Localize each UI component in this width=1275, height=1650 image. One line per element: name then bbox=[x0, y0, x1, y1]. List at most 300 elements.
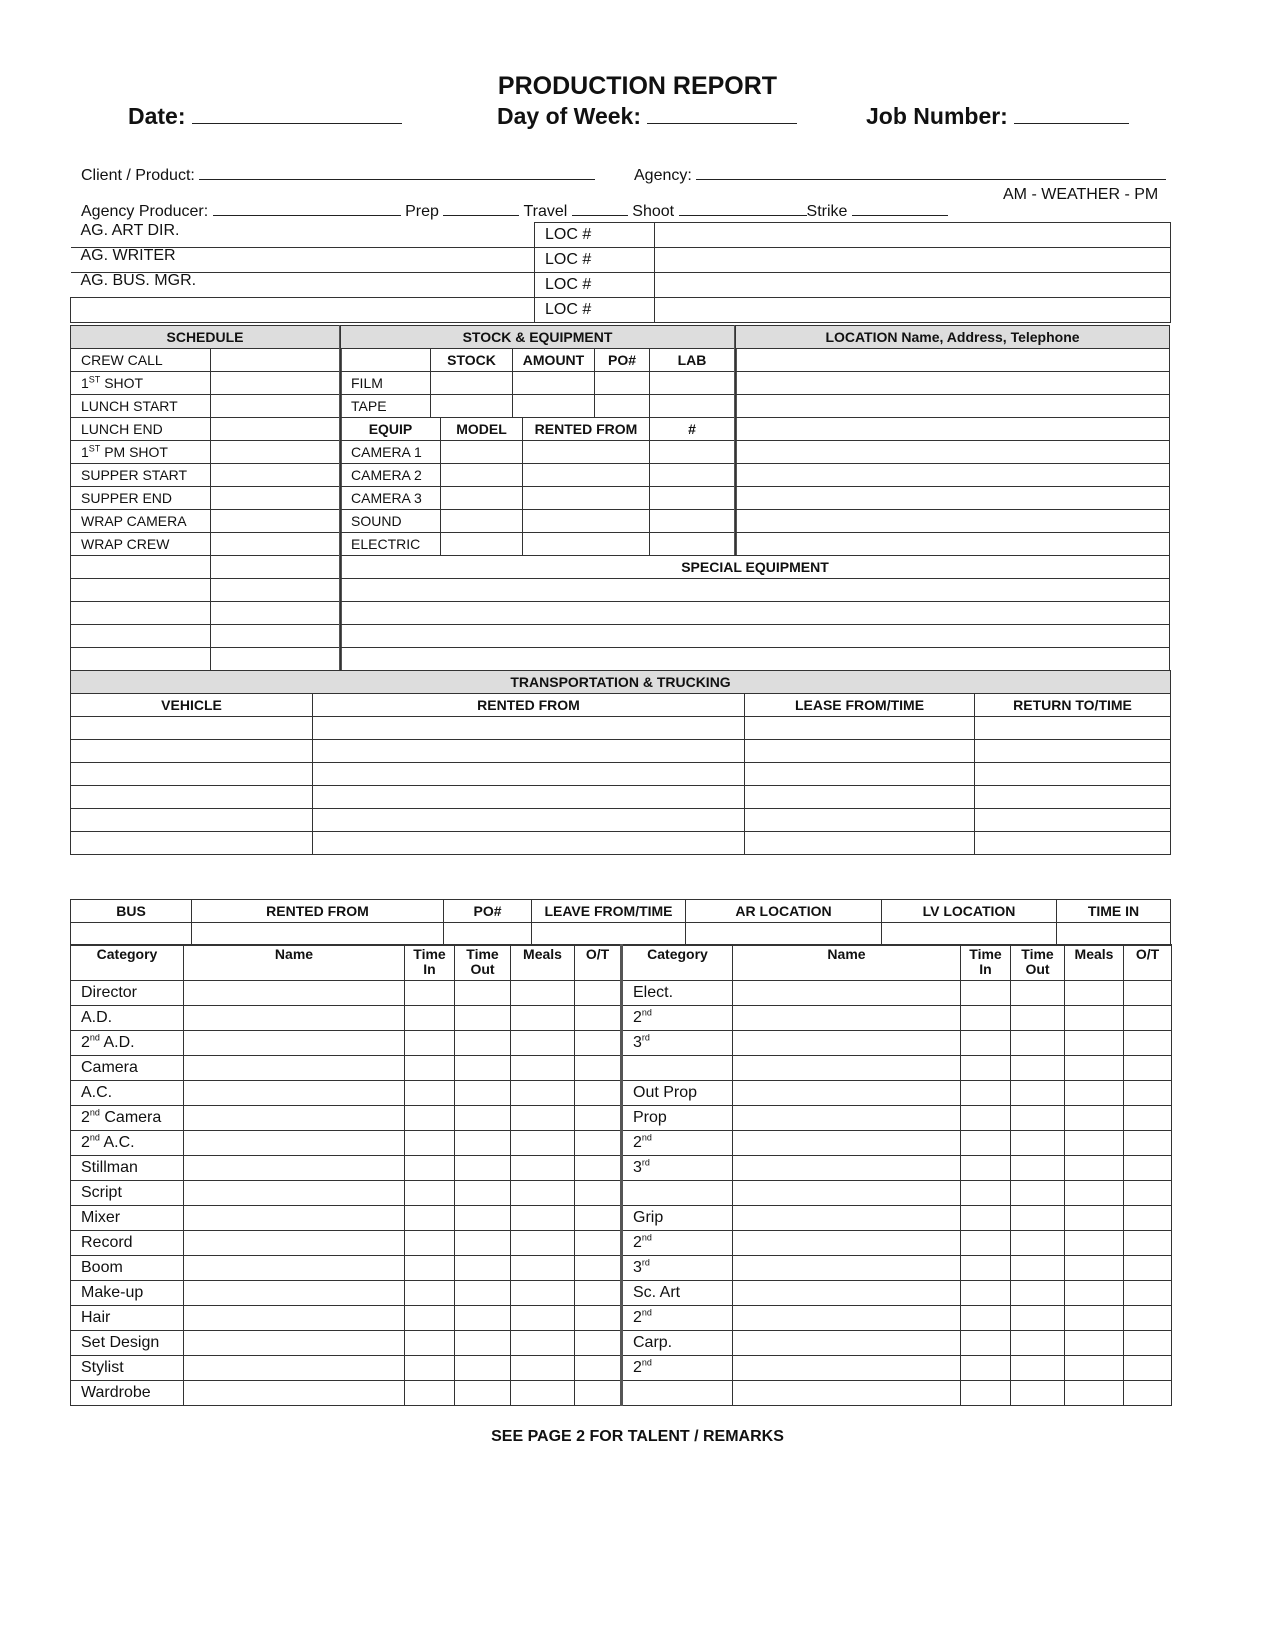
schedule-time-cell[interactable] bbox=[211, 556, 341, 579]
crew-entry-cell[interactable] bbox=[511, 1131, 575, 1156]
crew-entry-cell[interactable] bbox=[455, 1356, 511, 1381]
crew-entry-cell[interactable] bbox=[1065, 1281, 1124, 1306]
equip-cell[interactable] bbox=[523, 441, 650, 464]
crew-entry-cell[interactable] bbox=[1124, 1006, 1172, 1031]
crew-table-right bbox=[620, 944, 1172, 1406]
vehicle-cell[interactable] bbox=[745, 740, 975, 763]
crew-entry-cell[interactable] bbox=[733, 1006, 961, 1031]
crew-entry-cell[interactable] bbox=[733, 1281, 961, 1306]
category-header: Category bbox=[622, 945, 733, 981]
crew-entry-cell[interactable] bbox=[405, 1331, 455, 1356]
bus-cell[interactable] bbox=[686, 923, 882, 946]
crew-entry-cell[interactable] bbox=[405, 1056, 455, 1081]
crew-entry-cell[interactable] bbox=[733, 1331, 961, 1356]
equip-cell[interactable] bbox=[523, 510, 650, 533]
crew-entry-cell[interactable] bbox=[733, 1081, 961, 1106]
loc-label: LOC # bbox=[535, 223, 655, 248]
crew-entry-cell[interactable] bbox=[575, 1381, 621, 1406]
crew-entry-cell[interactable] bbox=[575, 1056, 621, 1081]
special-equipment-line[interactable] bbox=[341, 625, 1170, 648]
equip-cell[interactable] bbox=[650, 533, 736, 556]
crew-entry-cell[interactable] bbox=[733, 1306, 961, 1331]
loc-label: LOC # bbox=[535, 298, 655, 323]
crew-entry-cell[interactable] bbox=[961, 1281, 1011, 1306]
schedule-time-cell[interactable] bbox=[211, 464, 341, 487]
schedule-time-cell[interactable] bbox=[211, 648, 341, 671]
crew-row bbox=[622, 1256, 1172, 1281]
schedule-time-cell[interactable] bbox=[211, 395, 341, 418]
crew-entry-cell[interactable] bbox=[1065, 1306, 1124, 1331]
crew-entry-cell[interactable] bbox=[961, 1131, 1011, 1156]
date-field[interactable] bbox=[128, 103, 402, 130]
vehicle-cell[interactable] bbox=[745, 763, 975, 786]
crew-entry-cell[interactable] bbox=[961, 1356, 1011, 1381]
vehicle-cell[interactable] bbox=[71, 809, 313, 832]
crew-entry-cell[interactable] bbox=[1011, 1106, 1065, 1131]
crew-entry-cell[interactable] bbox=[405, 1131, 455, 1156]
leave-from-header: LEAVE FROM/TIME bbox=[532, 900, 686, 923]
job-number-label: Job Number: bbox=[866, 103, 1008, 129]
vehicle-cell[interactable] bbox=[71, 832, 313, 855]
crew-entry-cell[interactable] bbox=[1065, 1181, 1124, 1206]
crew-entry-cell[interactable] bbox=[1065, 1356, 1124, 1381]
crew-entry-cell[interactable] bbox=[1065, 1331, 1124, 1356]
bus-cell[interactable] bbox=[192, 923, 444, 946]
crew-entry-cell[interactable] bbox=[1011, 1081, 1065, 1106]
crew-entry-cell[interactable] bbox=[455, 1381, 511, 1406]
crew-entry-cell[interactable] bbox=[184, 1256, 405, 1281]
crew-entry-cell[interactable] bbox=[575, 1181, 621, 1206]
location-line[interactable] bbox=[736, 372, 1170, 395]
crew-entry-cell[interactable] bbox=[1065, 1031, 1124, 1056]
crew-entry-cell[interactable] bbox=[405, 1256, 455, 1281]
crew-entry-cell[interactable] bbox=[1124, 1306, 1172, 1331]
crew-entry-cell[interactable] bbox=[511, 1156, 575, 1181]
special-equipment-line[interactable] bbox=[341, 602, 1170, 625]
equip-cell[interactable] bbox=[650, 441, 736, 464]
meals-header: Meals bbox=[511, 945, 575, 981]
crew-entry-cell[interactable] bbox=[961, 981, 1011, 1006]
crew-entry-cell[interactable] bbox=[1124, 1356, 1172, 1381]
crew-entry-cell[interactable] bbox=[184, 1081, 405, 1106]
vehicle-cell[interactable] bbox=[313, 786, 745, 809]
crew-entry-cell[interactable] bbox=[511, 1056, 575, 1081]
crew-entry-cell[interactable] bbox=[184, 1306, 405, 1331]
schedule-time-cell[interactable] bbox=[211, 349, 341, 372]
crew-entry-cell[interactable] bbox=[405, 1081, 455, 1106]
crew-entry-cell[interactable] bbox=[1011, 1331, 1065, 1356]
crew-entry-cell[interactable] bbox=[184, 1331, 405, 1356]
crew-entry-cell[interactable] bbox=[1124, 1231, 1172, 1256]
crew-entry-cell[interactable] bbox=[1011, 981, 1065, 1006]
crew-entry-cell[interactable] bbox=[1065, 1231, 1124, 1256]
equip-cell[interactable] bbox=[650, 510, 736, 533]
vehicle-cell[interactable] bbox=[313, 832, 745, 855]
crew-entry-cell[interactable] bbox=[575, 1131, 621, 1156]
crew-entry-cell[interactable] bbox=[405, 1306, 455, 1331]
schedule-blank[interactable] bbox=[71, 556, 211, 579]
crew-entry-cell[interactable] bbox=[961, 1156, 1011, 1181]
crew-entry-cell[interactable] bbox=[455, 1031, 511, 1056]
crew-row bbox=[71, 1181, 621, 1206]
crew-entry-cell[interactable] bbox=[184, 1206, 405, 1231]
crew-entry-cell[interactable] bbox=[1065, 1156, 1124, 1181]
crew-entry-cell[interactable] bbox=[184, 1056, 405, 1081]
crew-category: Make-up bbox=[71, 1281, 184, 1306]
crew-entry-cell[interactable] bbox=[961, 1181, 1011, 1206]
crew-entry-cell[interactable] bbox=[1011, 1206, 1065, 1231]
crew-entry-cell[interactable] bbox=[184, 1231, 405, 1256]
client-product-field[interactable] bbox=[81, 167, 595, 185]
crew-entry-cell[interactable] bbox=[1124, 1331, 1172, 1356]
schedule-blank[interactable] bbox=[71, 579, 211, 602]
crew-entry-cell[interactable] bbox=[405, 1206, 455, 1231]
crew-entry-cell[interactable] bbox=[405, 1381, 455, 1406]
vehicle-cell[interactable] bbox=[975, 763, 1171, 786]
agency-field[interactable] bbox=[634, 167, 1166, 185]
crew-entry-cell[interactable] bbox=[455, 1006, 511, 1031]
equip-cell[interactable] bbox=[441, 487, 523, 510]
crew-entry-cell[interactable] bbox=[1124, 1131, 1172, 1156]
crew-entry-cell[interactable] bbox=[575, 1156, 621, 1181]
crew-entry-cell[interactable] bbox=[575, 1256, 621, 1281]
equip-cell[interactable] bbox=[523, 533, 650, 556]
crew-entry-cell[interactable] bbox=[511, 1381, 575, 1406]
vehicle-cell[interactable] bbox=[975, 740, 1171, 763]
crew-entry-cell[interactable] bbox=[511, 981, 575, 1006]
crew-entry-cell[interactable] bbox=[961, 1381, 1011, 1406]
crew-row bbox=[622, 1356, 1172, 1381]
crew-entry-cell[interactable] bbox=[733, 1056, 961, 1081]
crew-entry-cell[interactable] bbox=[184, 1356, 405, 1381]
crew-entry-cell[interactable] bbox=[1124, 1256, 1172, 1281]
stock-cell[interactable] bbox=[431, 395, 513, 418]
crew-entry-cell[interactable] bbox=[455, 1306, 511, 1331]
crew-entry-cell[interactable] bbox=[511, 1181, 575, 1206]
schedule-time-cell[interactable] bbox=[211, 441, 341, 464]
crew-entry-cell[interactable] bbox=[1065, 1206, 1124, 1231]
crew-entry-cell[interactable] bbox=[733, 1181, 961, 1206]
crew-entry-cell[interactable] bbox=[455, 1106, 511, 1131]
crew-entry-cell[interactable] bbox=[1124, 1156, 1172, 1181]
crew-entry-cell[interactable] bbox=[575, 1306, 621, 1331]
equip-cell[interactable] bbox=[441, 464, 523, 487]
location-line[interactable] bbox=[736, 441, 1170, 464]
crew-entry-cell[interactable] bbox=[405, 1106, 455, 1131]
vehicle-cell[interactable] bbox=[313, 717, 745, 740]
crew-entry-cell[interactable] bbox=[1124, 1381, 1172, 1406]
crew-entry-cell[interactable] bbox=[455, 1231, 511, 1256]
weather-cell[interactable] bbox=[655, 223, 1171, 248]
crew-entry-cell[interactable] bbox=[575, 981, 621, 1006]
crew-entry-cell[interactable] bbox=[1011, 1031, 1065, 1056]
crew-entry-cell[interactable] bbox=[1011, 1231, 1065, 1256]
crew-entry-cell[interactable] bbox=[511, 1031, 575, 1056]
vehicle-cell[interactable] bbox=[71, 786, 313, 809]
crew-entry-cell[interactable] bbox=[511, 1106, 575, 1131]
crew-entry-cell[interactable] bbox=[1011, 1356, 1065, 1381]
crew-entry-cell[interactable] bbox=[1065, 981, 1124, 1006]
producer-row[interactable] bbox=[81, 203, 948, 221]
location-line[interactable] bbox=[736, 510, 1170, 533]
crew-entry-cell[interactable] bbox=[1011, 1131, 1065, 1156]
weather-cell[interactable] bbox=[655, 273, 1171, 298]
crew-entry-cell[interactable] bbox=[575, 1206, 621, 1231]
vehicle-cell[interactable] bbox=[975, 832, 1171, 855]
crew-category: Set Design bbox=[71, 1331, 184, 1356]
crew-entry-cell[interactable] bbox=[733, 1356, 961, 1381]
vehicle-cell[interactable] bbox=[313, 809, 745, 832]
equip-cell[interactable] bbox=[523, 464, 650, 487]
crew-entry-cell[interactable] bbox=[575, 1331, 621, 1356]
rented-from-header: RENTED FROM bbox=[523, 418, 650, 441]
stock-cell[interactable] bbox=[650, 372, 736, 395]
crew-entry-cell[interactable] bbox=[961, 1231, 1011, 1256]
crew-entry-cell[interactable] bbox=[184, 1281, 405, 1306]
crew-entry-cell[interactable] bbox=[733, 1381, 961, 1406]
crew-entry-cell[interactable] bbox=[961, 1006, 1011, 1031]
schedule-time-cell[interactable] bbox=[211, 510, 341, 533]
schedule-time-cell[interactable] bbox=[211, 602, 341, 625]
crew-entry-cell[interactable] bbox=[511, 1081, 575, 1106]
travel-label: Travel bbox=[523, 203, 568, 220]
crew-entry-cell[interactable] bbox=[405, 1231, 455, 1256]
crew-entry-cell[interactable] bbox=[455, 1256, 511, 1281]
crew-entry-cell[interactable] bbox=[405, 1281, 455, 1306]
bus-cell[interactable] bbox=[444, 923, 532, 946]
crew-entry-cell[interactable] bbox=[405, 1181, 455, 1206]
equip-cell[interactable] bbox=[523, 487, 650, 510]
crew-entry-cell[interactable] bbox=[1124, 1181, 1172, 1206]
weather-cell[interactable] bbox=[655, 298, 1171, 323]
crew-entry-cell[interactable] bbox=[961, 1306, 1011, 1331]
schedule-time-cell[interactable] bbox=[211, 372, 341, 395]
location-line[interactable] bbox=[736, 487, 1170, 510]
equip-cell[interactable] bbox=[441, 441, 523, 464]
crew-entry-cell[interactable] bbox=[511, 1306, 575, 1331]
crew-row bbox=[622, 1206, 1172, 1231]
crew-entry-cell[interactable] bbox=[575, 1356, 621, 1381]
location-line[interactable] bbox=[736, 349, 1170, 372]
crew-entry-cell[interactable] bbox=[961, 1256, 1011, 1281]
special-equipment-table bbox=[340, 555, 1170, 671]
crew-entry-cell[interactable] bbox=[1065, 1256, 1124, 1281]
crew-entry-cell[interactable] bbox=[511, 1006, 575, 1031]
crew-entry-cell[interactable] bbox=[455, 1181, 511, 1206]
crew-entry-cell[interactable] bbox=[1124, 1281, 1172, 1306]
stock-cell[interactable] bbox=[595, 372, 650, 395]
vehicle-cell[interactable] bbox=[71, 740, 313, 763]
crew-entry-cell[interactable] bbox=[733, 1256, 961, 1281]
crew-category: 2nd bbox=[622, 1356, 733, 1381]
weather-cell[interactable] bbox=[655, 248, 1171, 273]
crew-entry-cell[interactable] bbox=[1011, 1056, 1065, 1081]
day-of-week-field[interactable] bbox=[497, 103, 797, 130]
crew-entry-cell[interactable] bbox=[184, 1381, 405, 1406]
crew-entry-cell[interactable] bbox=[511, 1281, 575, 1306]
crew-row bbox=[622, 1156, 1172, 1181]
vehicle-cell[interactable] bbox=[745, 786, 975, 809]
day-of-week-line bbox=[647, 122, 797, 124]
special-equipment-line[interactable] bbox=[341, 579, 1170, 602]
schedule-blank[interactable] bbox=[71, 648, 211, 671]
crew-entry-cell[interactable] bbox=[455, 1206, 511, 1231]
location-line[interactable] bbox=[736, 418, 1170, 441]
crew-entry-cell[interactable] bbox=[455, 1281, 511, 1306]
crew-entry-cell[interactable] bbox=[1011, 1181, 1065, 1206]
crew-entry-cell[interactable] bbox=[184, 1031, 405, 1056]
crew-entry-cell[interactable] bbox=[1011, 1306, 1065, 1331]
stock-cell[interactable] bbox=[595, 395, 650, 418]
crew-entry-cell[interactable] bbox=[961, 1106, 1011, 1131]
crew-entry-cell[interactable] bbox=[961, 1056, 1011, 1081]
schedule-item: WRAP CAMERA bbox=[71, 510, 211, 533]
crew-entry-cell[interactable] bbox=[1065, 1006, 1124, 1031]
schedule-time-cell[interactable] bbox=[211, 625, 341, 648]
vehicle-cell[interactable] bbox=[975, 786, 1171, 809]
crew-entry-cell[interactable] bbox=[961, 1031, 1011, 1056]
crew-entry-cell[interactable] bbox=[455, 1056, 511, 1081]
crew-entry-cell[interactable] bbox=[1124, 1031, 1172, 1056]
location-title: LOCATION Name, Address, Telephone bbox=[736, 326, 1170, 349]
schedule-item: 1ST SHOT bbox=[71, 372, 211, 395]
crew-entry-cell[interactable] bbox=[1065, 1381, 1124, 1406]
crew-entry-cell[interactable] bbox=[1124, 1056, 1172, 1081]
crew-entry-cell[interactable] bbox=[184, 1106, 405, 1131]
stock-cell[interactable] bbox=[431, 372, 513, 395]
crew-entry-cell[interactable] bbox=[1124, 981, 1172, 1006]
equip-cell[interactable] bbox=[650, 487, 736, 510]
crew-entry-cell[interactable] bbox=[575, 1006, 621, 1031]
crew-entry-cell[interactable] bbox=[455, 1131, 511, 1156]
crew-entry-cell[interactable] bbox=[733, 981, 961, 1006]
vehicle-cell[interactable] bbox=[313, 763, 745, 786]
crew-entry-cell[interactable] bbox=[575, 1081, 621, 1106]
crew-entry-cell[interactable] bbox=[575, 1031, 621, 1056]
transport-table bbox=[70, 670, 1171, 855]
location-line[interactable] bbox=[736, 395, 1170, 418]
schedule-time-cell[interactable] bbox=[211, 533, 341, 556]
crew-entry-cell[interactable] bbox=[184, 1006, 405, 1031]
crew-entry-cell[interactable] bbox=[1011, 1281, 1065, 1306]
crew-entry-cell[interactable] bbox=[455, 981, 511, 1006]
crew-entry-cell[interactable] bbox=[405, 1356, 455, 1381]
agency-row-label: AG. WRITER bbox=[71, 248, 535, 273]
crew-entry-cell[interactable] bbox=[184, 1131, 405, 1156]
crew-entry-cell[interactable] bbox=[961, 1331, 1011, 1356]
schedule-blank[interactable] bbox=[71, 625, 211, 648]
crew-entry-cell[interactable] bbox=[1011, 1156, 1065, 1181]
special-equipment-line[interactable] bbox=[341, 648, 1170, 671]
vehicle-cell[interactable] bbox=[745, 809, 975, 832]
schedule-time-cell[interactable] bbox=[211, 418, 341, 441]
crew-entry-cell[interactable] bbox=[455, 1331, 511, 1356]
stock-cell[interactable] bbox=[513, 395, 595, 418]
crew-entry-cell[interactable] bbox=[1124, 1206, 1172, 1231]
crew-entry-cell[interactable] bbox=[184, 1156, 405, 1181]
crew-entry-cell[interactable] bbox=[184, 1181, 405, 1206]
crew-entry-cell[interactable] bbox=[733, 1031, 961, 1056]
crew-entry-cell[interactable] bbox=[405, 1031, 455, 1056]
crew-entry-cell[interactable] bbox=[184, 981, 405, 1006]
crew-entry-cell[interactable] bbox=[511, 1256, 575, 1281]
crew-entry-cell[interactable] bbox=[405, 1156, 455, 1181]
equip-cell[interactable] bbox=[441, 510, 523, 533]
schedule-time-cell[interactable] bbox=[211, 487, 341, 510]
stock-cell[interactable] bbox=[513, 372, 595, 395]
vehicle-cell[interactable] bbox=[975, 717, 1171, 740]
crew-entry-cell[interactable] bbox=[733, 1156, 961, 1181]
travel-line bbox=[572, 214, 628, 216]
schedule-time-cell[interactable] bbox=[211, 579, 341, 602]
bus-cell[interactable] bbox=[532, 923, 686, 946]
crew-entry-cell[interactable] bbox=[455, 1156, 511, 1181]
vehicle-cell[interactable] bbox=[975, 809, 1171, 832]
equip-cell[interactable] bbox=[650, 464, 736, 487]
crew-entry-cell[interactable] bbox=[1011, 1006, 1065, 1031]
crew-category: Camera bbox=[71, 1056, 184, 1081]
agency-producer-label: Agency Producer: bbox=[81, 203, 209, 220]
crew-row bbox=[71, 1331, 621, 1356]
prep-label: Prep bbox=[405, 203, 439, 220]
equip-row-label: CAMERA 2 bbox=[341, 464, 441, 487]
crew-entry-cell[interactable] bbox=[511, 1356, 575, 1381]
crew-entry-cell[interactable] bbox=[1124, 1081, 1172, 1106]
crew-entry-cell[interactable] bbox=[733, 1231, 961, 1256]
vehicle-cell[interactable] bbox=[71, 717, 313, 740]
crew-category: Elect. bbox=[622, 981, 733, 1006]
crew-entry-cell[interactable] bbox=[1011, 1381, 1065, 1406]
vehicle-cell[interactable] bbox=[313, 740, 745, 763]
crew-entry-cell[interactable] bbox=[511, 1331, 575, 1356]
stock-cell[interactable] bbox=[650, 395, 736, 418]
crew-entry-cell[interactable] bbox=[733, 1106, 961, 1131]
crew-category: 3rd bbox=[622, 1031, 733, 1056]
crew-category: Out Prop bbox=[622, 1081, 733, 1106]
crew-entry-cell[interactable] bbox=[961, 1206, 1011, 1231]
crew-entry-cell[interactable] bbox=[733, 1131, 961, 1156]
crew-entry-cell[interactable] bbox=[455, 1081, 511, 1106]
crew-entry-cell[interactable] bbox=[1124, 1106, 1172, 1131]
crew-entry-cell[interactable] bbox=[575, 1231, 621, 1256]
vehicle-cell[interactable] bbox=[745, 717, 975, 740]
equip-cell[interactable] bbox=[441, 533, 523, 556]
crew-entry-cell[interactable] bbox=[511, 1206, 575, 1231]
crew-entry-cell[interactable] bbox=[1065, 1056, 1124, 1081]
bus-cell[interactable] bbox=[1057, 923, 1171, 946]
bus-cell[interactable] bbox=[882, 923, 1057, 946]
crew-entry-cell[interactable] bbox=[575, 1281, 621, 1306]
schedule-blank[interactable] bbox=[71, 602, 211, 625]
crew-entry-cell[interactable] bbox=[1065, 1081, 1124, 1106]
crew-category: 2nd A.C. bbox=[71, 1131, 184, 1156]
crew-entry-cell[interactable] bbox=[1065, 1106, 1124, 1131]
vehicle-cell[interactable] bbox=[745, 832, 975, 855]
crew-entry-cell[interactable] bbox=[733, 1206, 961, 1231]
location-line[interactable] bbox=[736, 533, 1170, 556]
job-number-field[interactable] bbox=[866, 103, 1129, 130]
crew-entry-cell[interactable] bbox=[961, 1081, 1011, 1106]
crew-entry-cell[interactable] bbox=[511, 1231, 575, 1256]
crew-entry-cell[interactable] bbox=[1011, 1256, 1065, 1281]
bus-cell[interactable] bbox=[71, 923, 192, 946]
crew-entry-cell[interactable] bbox=[575, 1106, 621, 1131]
crew-entry-cell[interactable] bbox=[405, 981, 455, 1006]
crew-entry-cell[interactable] bbox=[1065, 1131, 1124, 1156]
crew-entry-cell[interactable] bbox=[405, 1006, 455, 1031]
vehicle-cell[interactable] bbox=[71, 763, 313, 786]
location-line[interactable] bbox=[736, 464, 1170, 487]
